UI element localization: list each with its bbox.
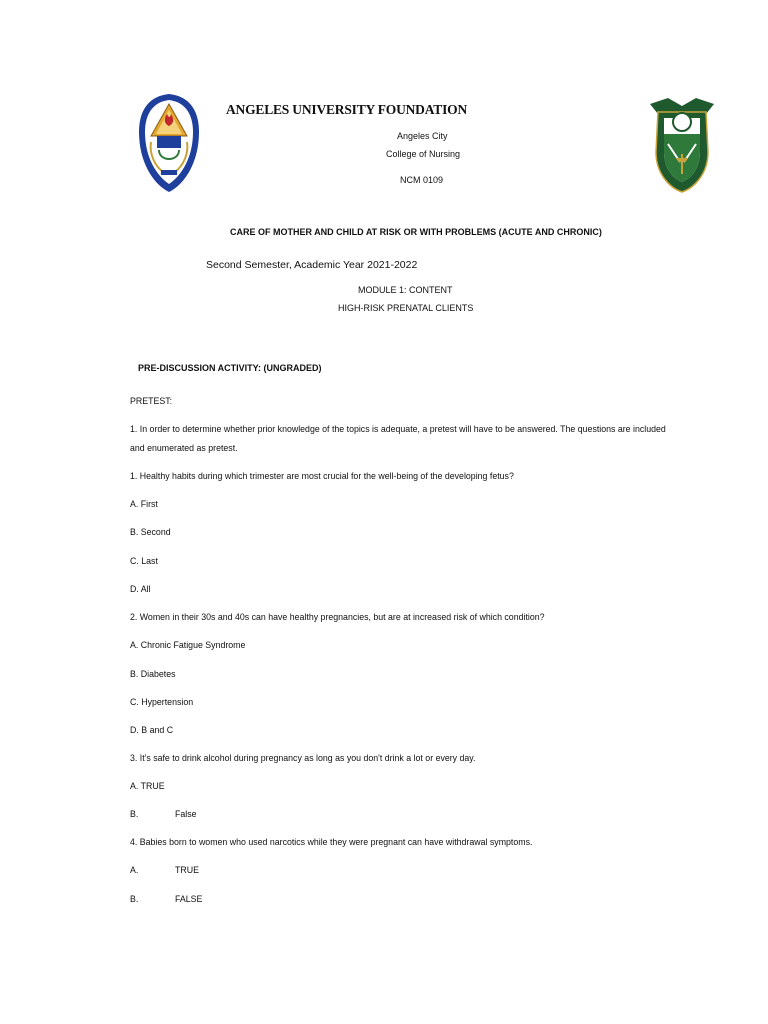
- option-text: TRUE: [175, 865, 199, 875]
- instruction-line-1: 1. In order to determine whether prior knowledge of the topics is adequate, a pretest will have to be answered. The questions are included: [130, 424, 666, 434]
- q2-option-b: [130, 669, 176, 679]
- option-letter: C.: [130, 697, 139, 707]
- semester-text: Second Semester, Academic Year 2021-2022: [206, 259, 418, 271]
- q4-option-a: [130, 865, 199, 875]
- q1-option-c: [130, 556, 158, 566]
- university-name: ANGELES UNIVERSITY FOUNDATION: [226, 102, 467, 117]
- q1-option-b: [130, 527, 171, 537]
- option-text: Hypertension: [141, 697, 194, 707]
- option-text: Last: [141, 556, 158, 566]
- option-letter: B.: [130, 809, 139, 819]
- college-of-nursing-seal-logo: [646, 94, 718, 194]
- option-text: First: [140, 499, 158, 509]
- option-letter: A.: [130, 781, 139, 791]
- option-text: B and C: [141, 725, 174, 735]
- module-title: MODULE 1: CONTENT: [358, 285, 453, 295]
- q1-option-a: [130, 499, 158, 509]
- pretest-label: PRETEST:: [130, 396, 173, 406]
- question-3: 3. It's safe to drink alcohol during pregnancy as long as you don't drink a lot or every day.: [130, 753, 476, 763]
- city-name: Angeles City: [397, 131, 448, 141]
- question-1: 1. Healthy habits during which trimester are most crucial for the well-being of the developing fetus?: [130, 471, 514, 481]
- option-letter: A.: [130, 865, 139, 875]
- option-letter: A.: [130, 499, 139, 509]
- q2-option-d: [130, 725, 173, 735]
- option-text: FALSE: [175, 894, 203, 904]
- option-text: Second: [140, 527, 171, 537]
- q3-option-b: [130, 809, 197, 819]
- option-letter: B.: [130, 527, 139, 537]
- option-letter: A.: [130, 640, 139, 650]
- activity-heading: PRE-DISCUSSION ACTIVITY: (UNGRADED): [138, 363, 322, 373]
- option-letter: D.: [130, 725, 139, 735]
- option-letter: C.: [130, 556, 139, 566]
- q2-option-c: [130, 697, 193, 707]
- course-title: CARE OF MOTHER AND CHILD AT RISK OR WITH PROBLEMS (ACUTE AND CHRONIC): [230, 227, 602, 237]
- university-seal-logo: [137, 92, 201, 194]
- course-code: NCM 0109: [400, 175, 444, 185]
- option-text: All: [140, 584, 151, 594]
- instruction-line-2: and enumerated as pretest.: [130, 443, 238, 453]
- option-letter: D.: [130, 584, 139, 594]
- option-letter: B.: [130, 894, 139, 904]
- option-letter: B.: [130, 669, 139, 679]
- topic-title: HIGH-RISK PRENATAL CLIENTS: [338, 303, 474, 313]
- q4-option-b: [130, 894, 203, 904]
- question-4: 4. Babies born to women who used narcotics while they were pregnant can have withdrawal symptoms.: [130, 837, 533, 847]
- option-text: False: [175, 809, 197, 819]
- option-text: Chronic Fatigue Syndrome: [140, 640, 246, 650]
- q1-option-d: [130, 584, 151, 594]
- option-text: TRUE: [140, 781, 165, 791]
- college-name: College of Nursing: [386, 149, 461, 159]
- q2-option-a: [130, 640, 245, 650]
- question-2: 2. Women in their 30s and 40s can have healthy pregnancies, but are at increased risk of which condition?: [130, 612, 545, 622]
- q3-option-a: [130, 781, 165, 791]
- option-text: Diabetes: [140, 669, 176, 679]
